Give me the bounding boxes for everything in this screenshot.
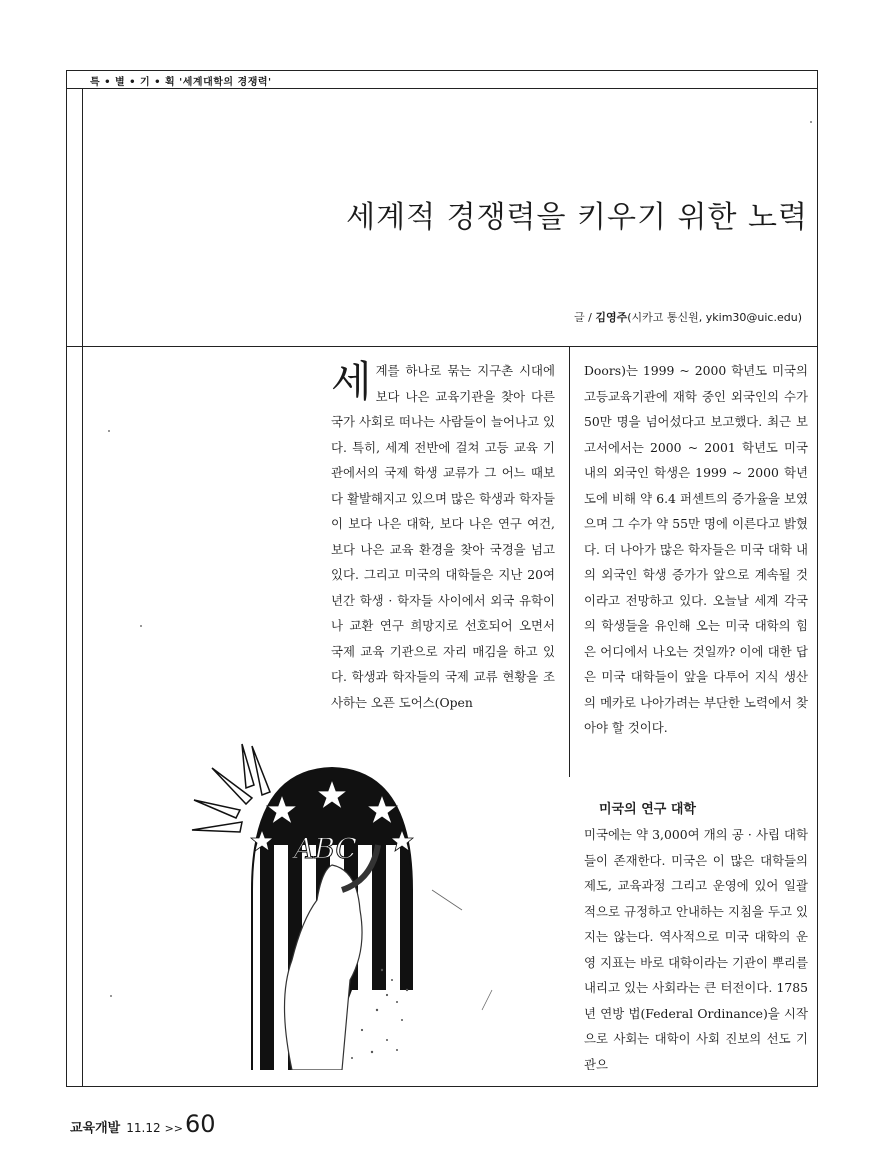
print-speck (108, 430, 110, 432)
column-3-text: 미국에는 약 3,000여 개의 공 · 사립 대학들이 존재한다. 미국은 이 많은 대학들의 제도, 교육과정 그리고 운영에 있어 일괄적으로 규정하고 안내하는 지침을 두고 있지는 않는다. 역사적으로 미국 대학의 운영 지표는 바로 대학이라는 기관이 뿌리를 내리고 있는 사회라는 큰 터전이다. 1785년 연방 법(Federal Ordinance)을 시작으로 사회는 대학이 사회 진보의 선도 기관으 (584, 827, 808, 1072)
ray-icon (192, 744, 270, 832)
issue-number: 11.12 (126, 1121, 161, 1135)
page-number: 60 (185, 1110, 216, 1138)
section-heading: 미국의 연구 대학 (599, 802, 696, 817)
header-rule (66, 88, 818, 89)
body-column-1 (331, 358, 555, 715)
article-title: 세계적 경쟁력을 키우기 위한 노력 (346, 200, 808, 235)
series-label: 특 • 별 • 기 • 획 '세계대학의 경쟁력' (90, 77, 272, 88)
byline-author: 김영주 (595, 311, 628, 324)
title-rule (66, 346, 818, 347)
print-speck (810, 121, 812, 123)
statue-of-liberty-illustration (182, 740, 542, 1070)
column-1-text: 계를 하나로 묶는 지구촌 시대에 보다 나은 교육기관을 찾아 다른 국가 사회로 떠나는 사람들이 늘어나고 있다. 특히, 세계 전반에 걸쳐 고등 교육 기관에서의 국제 학생 교류가 그 어느 때보다 활발해지고 있으며 많은 학생과 학자들이 보다 나은 대학, 보다 나은 연구 여건, 보다 나은 교육 환경을 찾아 국경을 넘고 있다. 그리고 미국의 대학들은 지난 20여 년간 학생 · 학자들 사이에서 외국 유학이나 교환 연구 희망지로 선호되어 오면서 국제 교육 기관으로 자리 매김을 하고 있다. 학생과 학자들의 국제 교류 현황을 조사하는 오픈 도어스(Open (331, 363, 555, 710)
page-footer (70, 1110, 216, 1138)
body-column-2 (584, 358, 808, 741)
dropcap: 세 (331, 357, 372, 406)
byline-prefix: 글 / (574, 311, 596, 324)
print-speck (140, 625, 142, 627)
body-column-3 (584, 822, 808, 1077)
column-2-text: Doors)는 1999 ~ 2000 학년도 미국의 고등교육기관에 재학 중인 외국인의 수가 50만 명을 넘어섰다고 보고했다. 최근 보고서에서는 2000 ~ 2001 학년도 미국 내의 외국인 학생은 1999 ~ 2000 학년도에 비해 약 6.4 퍼센트의 증가율을 보였으며 그 수가 약 55만 명에 이른다고 밝혔다. 더 나아가 많은 학자들은 미국 대학 내의 외국인 학생 증가가 앞으로 계속될 것이라고 전망하고 있다. 오늘날 세계 각국의 학생들을 유인해 오는 미국 대학의 힘은 어디에서 나오는 것일까? 이에 대한 답은 미국 대학들이 앞을 다투어 지식 생산의 메카로 나아가려는 부단한 노력에서 찾아야 할 것이다. (584, 363, 808, 735)
print-speck (110, 995, 112, 997)
byline (574, 309, 802, 325)
abc-lettering: ABC (294, 832, 357, 865)
byline-affiliation: (시카고 통신원, ykim30@uic.edu) (627, 311, 802, 324)
magazine-name: 교육개발 (70, 1121, 121, 1136)
column-divider (569, 347, 570, 777)
frame-left-inner-rule (82, 88, 83, 1086)
footer-arrows: >> (164, 1122, 184, 1135)
